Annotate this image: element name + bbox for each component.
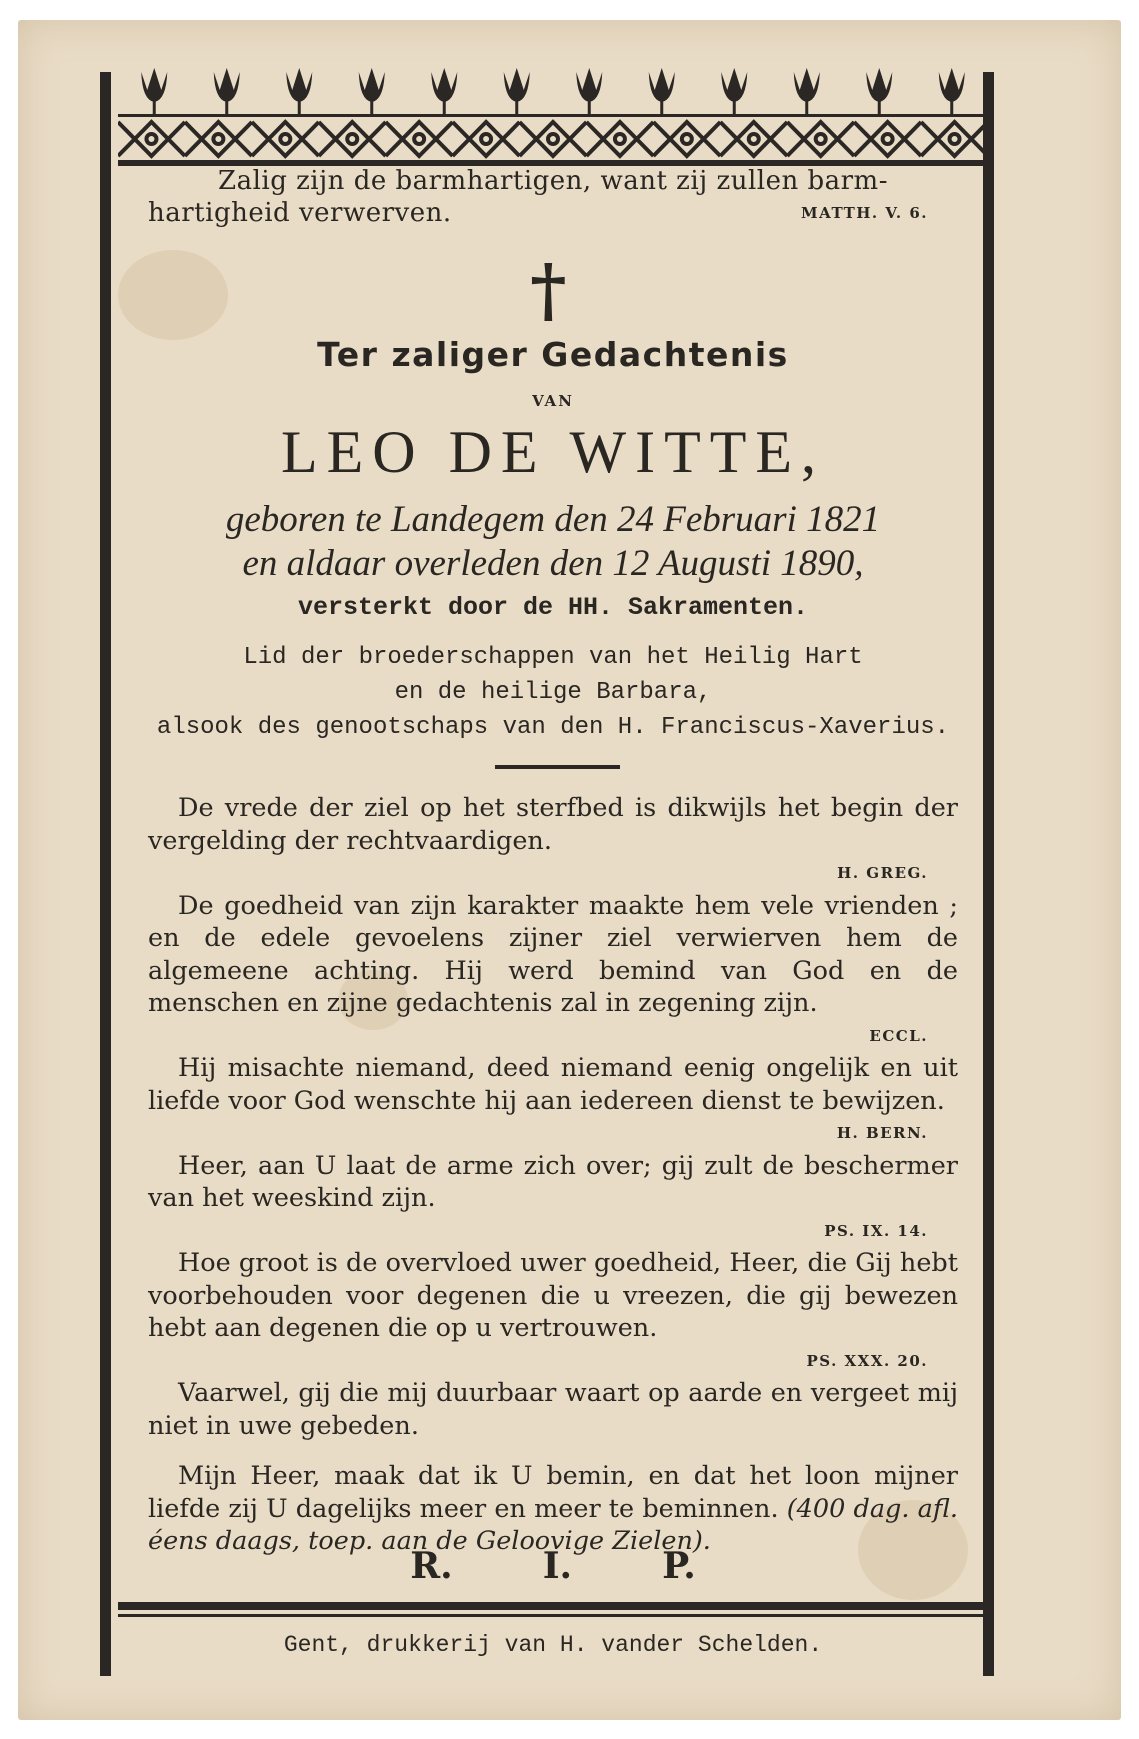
passage-reference: H. GREG. <box>837 864 928 882</box>
zigzag-ornament <box>520 122 587 156</box>
epigraph-line-2: hartigheid verwerven. <box>148 198 452 228</box>
memorial-title: Ter zaliger Gedachtenis <box>317 335 789 374</box>
zigzag-ornament <box>854 122 921 156</box>
left-border-line <box>100 72 111 1676</box>
indulgence-note: (400 dag. afl. éens daags, toep. aan de Geloovige Zielen). <box>148 1493 958 1556</box>
zigzag-ornament <box>319 122 386 156</box>
passage-reference: ECCL. <box>869 1026 928 1045</box>
ring-ornament <box>816 134 826 144</box>
right-border-line <box>983 72 994 1676</box>
zigzag-ornament <box>720 122 787 156</box>
epigraph <box>148 165 958 229</box>
rip-i: I. <box>542 1545 573 1587</box>
rip-p: P. <box>662 1545 696 1587</box>
ring-ornament <box>414 134 424 144</box>
zigzag-ornament <box>118 122 185 156</box>
ring-ornament <box>615 134 625 144</box>
ring-ornament <box>548 134 558 144</box>
epigraph-reference: MATTH. V. 6. <box>801 204 928 222</box>
sacraments-line: versterkt door de HH. Sakramenten. <box>297 593 809 622</box>
passage-reference: PS. XXX. 20. <box>806 1351 928 1370</box>
tulip-stem <box>950 100 953 114</box>
passage-text: Vaarwel, gij die mij duurbaar waart op aarde en vergeet mij niet in uwe gebeden. <box>148 1378 958 1441</box>
rip <box>148 1545 958 1587</box>
ring-ornament <box>146 134 156 144</box>
zigzag-ornament <box>653 122 720 156</box>
tulip-stem <box>153 100 156 114</box>
passages <box>148 792 958 1558</box>
zigzag-ornament <box>185 122 252 156</box>
birth-line: geboren te Landegem den 24 Februari 1821 <box>225 499 881 540</box>
bottom-border-line-thin <box>118 1614 988 1617</box>
death-line: en aldaar overleden den 12 Augusti 1890, <box>242 543 864 584</box>
tulip-stem <box>298 100 301 114</box>
tulip-ornament <box>576 68 602 102</box>
divider <box>495 765 620 769</box>
tulip-ornament <box>649 68 675 102</box>
tulip-stem <box>370 100 373 114</box>
cross-icon: † <box>530 248 567 331</box>
ring-ornament <box>481 134 491 144</box>
tulip-ornament <box>504 68 530 102</box>
tulip-ornament <box>359 68 385 102</box>
bottom-border-line <box>118 1602 988 1610</box>
tulip-ornament <box>286 68 312 102</box>
tulip-ornament <box>141 68 167 102</box>
van-label: VAN <box>532 392 574 410</box>
zigzag-ornament <box>921 122 988 156</box>
tulip-stem <box>660 100 663 114</box>
membership-line-2: en de heilige Barbara, <box>394 679 712 706</box>
prayer-text: Mijn Heer, maak dat ik U bemin, en dat het loon mijner liefde zij U dagelijks meer en meer te beminnen. <box>148 1461 958 1524</box>
ring-ornament <box>347 134 357 144</box>
passage-text: Hoe groot is de overvloed uwer goedheid, Heer, die Gij hebt voorbehouden voor degenen die u vreezen, die gij bewezen hebt aan degenen die op u vertrouwen. <box>148 1248 958 1343</box>
tulip-ornament <box>431 68 457 102</box>
zigzag-ornament <box>252 122 319 156</box>
passage-reference: H. BERN. <box>836 1124 928 1142</box>
ring-ornament <box>749 134 759 144</box>
tulip-stem <box>733 100 736 114</box>
tulip-stem <box>515 100 518 114</box>
decorative-top-border <box>118 60 988 180</box>
tulip-stem <box>588 100 591 114</box>
ring-ornament <box>950 134 960 144</box>
zigzag-ornament <box>787 122 854 156</box>
membership-line-1: Lid der broederschappen van het Heilig Hart <box>243 644 863 671</box>
tulip-ornament <box>214 68 240 102</box>
membership <box>148 640 958 745</box>
ring-ornament <box>213 134 223 144</box>
zigzag-ornament <box>453 122 520 156</box>
passage-text: De vrede der ziel op het sterfbed is dikwijls het begin der vergelding der rechtvaardigen. <box>148 793 958 856</box>
life-dates <box>148 498 958 586</box>
passage-text: Hij misachte niemand, deed niemand eenig ongelijk en uit liefde voor God wenschte hij aan iedereen dienst te bewijzen. <box>148 1053 958 1116</box>
zigzag-ornament <box>586 122 653 156</box>
paper-stain <box>118 250 228 340</box>
passage-text: De goedheid van zijn karakter maakte hem vele vrienden ; en de edele gevoelens zijner ziel verwierven hem de algemeene achting. Hij werd bemind van God en de menschen en zijne gedachtenis zal in zegening zijn. <box>148 890 958 1018</box>
ring-ornament <box>883 134 893 144</box>
tulip-stem <box>805 100 808 114</box>
passage-text: Heer, aan U laat de arme zich over; gij zult de beschermer van het weeskind zijn. <box>148 1150 958 1213</box>
membership-line-3: alsook des genootschaps van den H. Franciscus-Xaverius. <box>156 714 950 741</box>
tulip-stem <box>443 100 446 114</box>
prayer <box>148 1460 958 1558</box>
tulip-stem <box>878 100 881 114</box>
ring-ornament <box>280 134 290 144</box>
epigraph-line-1: Zalig zijn de barmhartigen, want zij zullen barm- <box>218 166 888 196</box>
tulip-ornament <box>721 68 747 102</box>
tulip-ornament <box>866 68 892 102</box>
printer-credit: Gent, drukkerij van H. vander Schelden. <box>283 1632 823 1658</box>
zigzag-ornament <box>386 122 453 156</box>
deceased-name: LEO DE WITTE, <box>280 419 826 485</box>
rip-r: R. <box>410 1545 453 1587</box>
passage-reference: PS. IX. 14. <box>824 1221 928 1240</box>
tulip-ornament <box>794 68 820 102</box>
tulip-ornament <box>939 68 965 102</box>
ring-ornament <box>682 134 692 144</box>
tulip-stem <box>225 100 228 114</box>
